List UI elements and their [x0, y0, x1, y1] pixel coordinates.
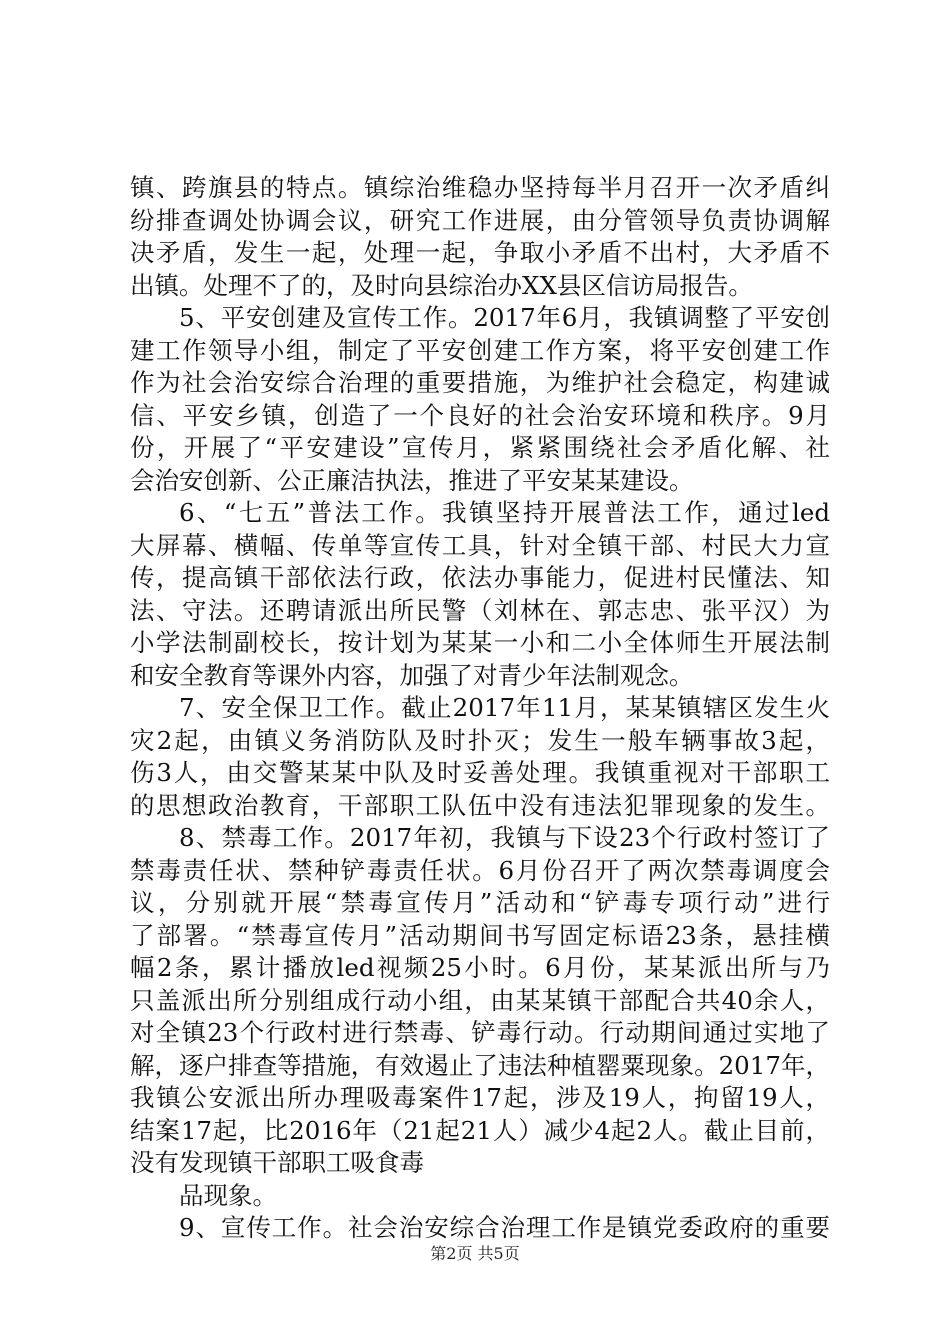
text-line: 小学法制副校长，按计划为某某一小和二小全体师生开展法制 [130, 628, 830, 657]
text-line: 传，提高镇干部依法行政，依法办事能力，促进村民懂法、知 [130, 563, 830, 592]
text-line: 纷排查调处协调会议，研究工作进展，由分管领导负责协调解 [130, 205, 830, 235]
text-line: 禁毒责任状、禁种铲毒责任状。6月份召开了两次禁毒调度会 [130, 855, 830, 885]
text-line: 议，分别就开展“禁毒宣传月”活动和“铲毒专项行动”进行 [130, 888, 830, 917]
text-line: 我镇公安派出所办理吸毒案件17起，涉及19人，拘留19人， [130, 1083, 830, 1112]
text-line: 法、守法。还聘请派出所民警（刘林在、郭志忠、张平汉）为 [130, 595, 830, 625]
text-line: 会治安创新、公正廉洁执法，推进了平安某某建设。 [130, 465, 694, 495]
text-line: 6、“七五”普法工作。我镇坚持开展普法工作，通过led [179, 498, 830, 527]
text-line: 了部署。“禁毒宣传月”活动期间书写固定标语23条，悬挂横 [130, 920, 830, 950]
text-line: 8、禁毒工作。2017年初，我镇与下设23个行政村签订了 [179, 823, 830, 852]
text-line: 份，开展了“平安建设”宣传月，紧紧围绕社会矛盾化解、社 [130, 433, 830, 462]
text-line: 大屏幕、横幅、传单等宣传工具，针对全镇干部、村民大力宣 [130, 530, 830, 560]
text-line: 9、宣传工作。社会治安综合治理工作是镇党委政府的重要 [179, 1213, 830, 1242]
text-line: 7、安全保卫工作。截止2017年11月，某某镇辖区发生火 [179, 693, 830, 722]
text-line: 出镇。处理不了的，及时向县综治办XX县区信访局报告。 [130, 270, 753, 300]
text-line: 伤3人，由交警某某中队及时妥善处理。我镇重视对干部职工 [130, 758, 830, 787]
text-line: 镇、跨旗县的特点。镇综治维稳办坚持每半月召开一次矛盾纠 [130, 173, 830, 202]
page-number-footer: 第2页 共5页 [430, 1244, 520, 1263]
text-line: 决矛盾，发生一起，处理一起，争取小矛盾不出村，大矛盾不 [130, 238, 830, 267]
text-line: 幅2条，累计播放led视频25小时。6月份，某某派出所与乃 [130, 953, 830, 982]
text-line: 灾2起，由镇义务消防队及时扑灭；发生一般车辆事故3起， [130, 725, 830, 755]
text-line: 对全镇23个行政村进行禁毒、铲毒行动。行动期间通过实地了 [130, 1018, 830, 1047]
text-line: 解，逐户排查等措施，有效遏止了违法种植罂粟现象。2017年， [130, 1050, 830, 1080]
text-line: 只盖派出所分别组成行动小组，由某某镇干部配合共40余人， [130, 985, 830, 1015]
text-line: 信、平安乡镇，创造了一个良好的社会治安环境和秩序。9月 [130, 400, 830, 430]
text-line: 5、平安创建及宣传工作。2017年6月，我镇调整了平安创 [179, 303, 830, 332]
text-line: 品现象。 [179, 1180, 277, 1210]
text-line: 建工作领导小组，制定了平安创建工作方案，将平安创建工作 [130, 335, 830, 365]
text-line: 和安全教育等课外内容，加强了对青少年法制观念。 [130, 660, 694, 690]
document-body [130, 172, 830, 1245]
text-line: 的思想政治教育，干部职工队伍中没有违法犯罪现象的发生。 [130, 790, 830, 820]
text-line: 没有发现镇干部职工吸食毒 [130, 1148, 424, 1177]
text-line: 结案17起，比2016年（21起21人）减少4起2人。截止目前， [130, 1115, 830, 1145]
text-line: 作为社会治安综合治理的重要措施，为维护社会稳定，构建诚 [130, 368, 830, 397]
